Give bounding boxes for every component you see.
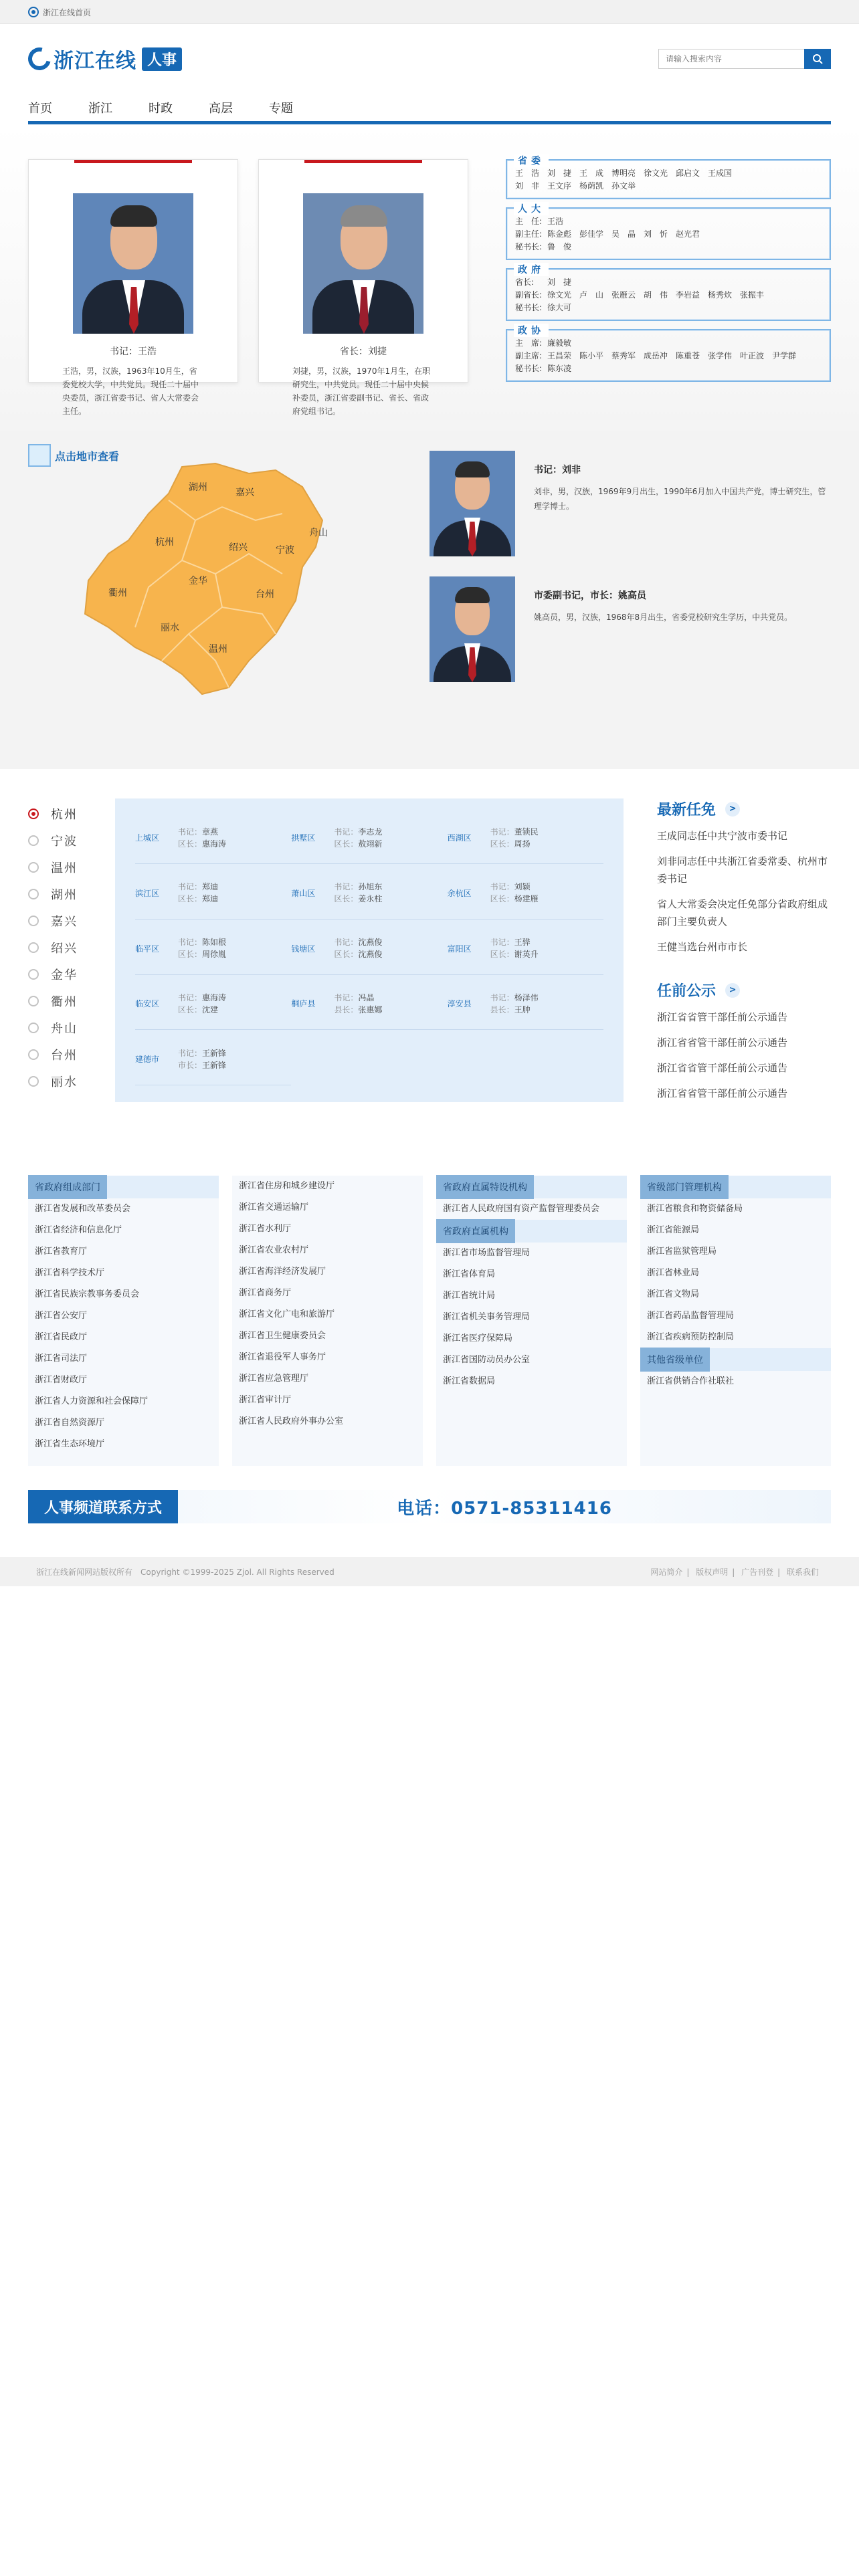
- contact-label: 人事频道联系方式: [28, 1490, 178, 1523]
- dept-link[interactable]: 浙江省科学技术厅: [35, 1268, 105, 1278]
- roster-government: 政府 省长: 刘 捷 副省长: 徐文光 卢 山 张雁云 胡 伟 李岩益 杨秀炊 张振丰 秘书长: 徐大可: [506, 268, 831, 321]
- search-box: [658, 49, 831, 69]
- search-input[interactable]: [658, 49, 804, 69]
- footer: [0, 1557, 859, 1586]
- district-cell[interactable]: [448, 812, 603, 864]
- leader-portrait: [303, 193, 423, 334]
- dept-column-2: [232, 1176, 423, 1466]
- nav-item-leadership[interactable]: 高层: [209, 101, 233, 116]
- district-cell[interactable]: [291, 923, 447, 975]
- site-home-icon[interactable]: [28, 7, 39, 17]
- departments-section: [28, 1176, 831, 1466]
- news-heading-announcements[interactable]: 任前公示 >: [657, 980, 831, 1000]
- district-cell[interactable]: [135, 867, 291, 920]
- dept-link[interactable]: 浙江省人民政府外事办公室: [239, 1416, 344, 1426]
- district-officials: 书记：沈燕俊 区长：沈燕俊: [334, 938, 383, 960]
- roster-party-committee: 省委 王 浩 刘 捷 王 成 博明亮 徐文光 邱启文 王成国 刘 非 王文序 杨荫凯 孙文举: [506, 159, 831, 199]
- dept-link[interactable]: 浙江省药品监督管理局: [647, 1311, 735, 1321]
- nav-item-zhejiang[interactable]: 浙江: [88, 101, 112, 116]
- radio-icon: [28, 835, 39, 846]
- radio-icon: [28, 809, 39, 819]
- contact-phone: 电话：0571-85311416: [397, 1498, 612, 1519]
- official-title: 书记：刘非: [534, 465, 581, 475]
- dept-link[interactable]: 浙江省审计厅: [239, 1395, 292, 1405]
- footer-link[interactable]: 联系我们: [786, 1567, 819, 1577]
- dept-link[interactable]: 浙江省公安厅: [35, 1311, 88, 1321]
- district-cell[interactable]: [291, 978, 447, 1030]
- official-portrait: [430, 576, 515, 682]
- map-city-taizhou[interactable]: 台州: [256, 589, 274, 600]
- search-icon: [812, 53, 823, 64]
- city-map-section: [0, 431, 859, 769]
- radio-icon: [28, 942, 39, 953]
- dept-link[interactable]: 浙江省人民政府国有资产监督管理委员会: [443, 1204, 600, 1214]
- dept-link[interactable]: 浙江省体育局: [443, 1269, 496, 1279]
- news-item[interactable]: 浙江省省管干部任前公示通告: [657, 1087, 788, 1099]
- district-cell[interactable]: [135, 923, 291, 975]
- leadership-roster: [506, 156, 831, 383]
- leader-bio: 刘捷，男，汉族，1970年1月生，在职研究生，中共党员。现任二十届中央候补委员，浙江省委副书记、省长、省政府党组书记。: [292, 366, 431, 416]
- channel-logo[interactable]: [28, 44, 182, 74]
- dept-link[interactable]: 浙江省林业局: [647, 1268, 700, 1278]
- district-name[interactable]: 拱墅区: [291, 833, 316, 843]
- official-bio: 姚高员，男，汉族，1968年8月出生，省委党校研究生学历，中共党员。: [534, 613, 793, 622]
- city-option-lishui[interactable]: 丽水: [28, 1073, 115, 1090]
- dept-link[interactable]: 浙江省海洋经济发展厅: [239, 1267, 326, 1277]
- dept-link[interactable]: 浙江省监狱管理局: [647, 1247, 717, 1257]
- map-city-ningbo[interactable]: 宁波: [276, 545, 294, 556]
- dept-link[interactable]: 浙江省医疗保障局: [443, 1333, 513, 1344]
- city-official-card[interactable]: [430, 451, 831, 556]
- news-item[interactable]: 王成同志任中共宁波市委书记: [657, 830, 788, 842]
- dept-link[interactable]: 浙江省水利厅: [239, 1224, 292, 1234]
- city-option-taizhou[interactable]: 台州: [28, 1046, 115, 1063]
- dept-heading: 省政府直属机构: [436, 1219, 515, 1243]
- map-city-lishui[interactable]: 丽水: [161, 623, 179, 633]
- city-option-huzhou[interactable]: 湖州: [28, 885, 115, 903]
- dept-link[interactable]: 浙江省生态环境厅: [35, 1439, 105, 1449]
- map-city-hangzhou[interactable]: 杭州: [155, 537, 174, 548]
- district-name[interactable]: 上城区: [135, 833, 160, 843]
- header: [28, 24, 831, 94]
- city-option-shaoxing[interactable]: 绍兴: [28, 939, 115, 956]
- district-officials: 书记：刘颖 区长：杨建雁: [490, 882, 539, 904]
- city-selector: [28, 798, 115, 1102]
- dept-link[interactable]: 浙江省人力资源和社会保障厅: [35, 1396, 149, 1406]
- news-item[interactable]: 浙江省省管干部任前公示通告: [657, 1062, 788, 1074]
- footer-copyright: 浙江在线新闻网站版权所有 Copyright ©1999-2025 Zjol. All Rights Reserved: [36, 1567, 335, 1577]
- district-cell[interactable]: [448, 923, 603, 975]
- district-cell[interactable]: [291, 812, 447, 864]
- radio-icon: [28, 916, 39, 926]
- leader-title: 书记：王浩: [110, 346, 157, 357]
- dept-link[interactable]: 浙江省农业农村厅: [239, 1245, 309, 1255]
- district-name[interactable]: 余杭区: [447, 888, 472, 898]
- dept-link[interactable]: 浙江省自然资源厅: [35, 1418, 105, 1428]
- district-name[interactable]: 临安区: [135, 999, 160, 1009]
- city-option-quzhou[interactable]: 衢州: [28, 992, 115, 1010]
- zhejiang-map[interactable]: [82, 460, 363, 714]
- chevron-right-icon: >: [725, 802, 740, 817]
- dept-link[interactable]: 浙江省市场监督管理局: [443, 1248, 531, 1258]
- official-bio: 刘非，男，汉族，1969年9月出生，1990年6月加入中国共产党，博士研究生，管理学博士。: [534, 487, 826, 511]
- provincial-leaders-section: [0, 124, 859, 431]
- map-city-jinhua[interactable]: 金华: [189, 576, 207, 586]
- city-option-zhoushan[interactable]: 舟山: [28, 1019, 115, 1037]
- appointment-news: [624, 798, 831, 1102]
- district-officials: 书记：孙旭东 区长：姜永柱: [334, 882, 383, 904]
- map-city-jiaxing[interactable]: 嘉兴: [235, 488, 254, 498]
- district-name[interactable]: 淳安县: [447, 999, 472, 1009]
- dept-link[interactable]: 浙江省疾病预防控制局: [647, 1332, 735, 1342]
- dept-link[interactable]: 浙江省民族宗教事务委员会: [35, 1289, 140, 1299]
- logo-tag: 人事: [142, 47, 182, 71]
- dept-link[interactable]: 浙江省民政厅: [35, 1332, 88, 1342]
- district-name[interactable]: 建德市: [135, 1055, 160, 1065]
- city-official-card[interactable]: [430, 576, 831, 682]
- dept-link[interactable]: 浙江省退役军人事务厅: [239, 1352, 326, 1362]
- district-officials: 书记：王新锋 市长：王新锋: [178, 1048, 227, 1070]
- district-grid: [115, 798, 624, 1102]
- dept-column-4: [640, 1176, 831, 1466]
- leader-portrait: [73, 193, 193, 334]
- logo-ring-icon: [24, 43, 55, 74]
- leader-card-secretary[interactable]: [28, 159, 238, 416]
- district-officials: 书记：冯晶 县长：张惠娜: [334, 992, 383, 1014]
- dept-link[interactable]: 浙江省卫生健康委员会: [239, 1331, 326, 1341]
- footer-link[interactable]: 版权声明: [696, 1567, 729, 1577]
- district-officials: 书记：陈如根 区长：周徐胤: [178, 938, 227, 960]
- radio-icon: [28, 1076, 39, 1087]
- contact-bar: [28, 1490, 831, 1523]
- city-district-section: [28, 798, 831, 1102]
- radio-icon: [28, 1023, 39, 1033]
- city-option-wenzhou[interactable]: 温州: [28, 859, 115, 876]
- dept-link[interactable]: 浙江省机关事务管理局: [443, 1312, 531, 1322]
- leader-card-governor[interactable]: [258, 159, 468, 416]
- news-item[interactable]: 浙江省省管干部任前公示通告: [657, 1037, 788, 1049]
- dept-link[interactable]: 浙江省商务厅: [239, 1288, 292, 1298]
- dept-link[interactable]: 浙江省供销合作社联社: [647, 1376, 735, 1386]
- dept-column-1: [28, 1176, 219, 1466]
- district-name[interactable]: 萧山区: [291, 888, 316, 898]
- district-name[interactable]: 钱塘区: [291, 944, 316, 954]
- search-button[interactable]: [804, 49, 831, 69]
- official-portrait: [430, 451, 515, 556]
- main-nav: [28, 94, 831, 124]
- dept-link[interactable]: 浙江省国防动员办公室: [443, 1355, 531, 1365]
- map-area: [28, 444, 363, 714]
- dept-link[interactable]: 浙江省财政厅: [35, 1375, 88, 1385]
- radio-icon: [28, 1049, 39, 1060]
- city-option-ningbo[interactable]: 宁波: [28, 832, 115, 849]
- footer-links: 网站简介 | 版权声明 | 广告刊登 | 联系我们: [650, 1567, 819, 1577]
- district-name[interactable]: 临平区: [135, 944, 160, 954]
- district-name[interactable]: 富阳区: [447, 944, 472, 954]
- official-title: 市委副书记，市长：姚高员: [534, 591, 646, 601]
- district-name[interactable]: 西湖区: [447, 833, 472, 843]
- news-item[interactable]: 刘非同志任中共浙江省委常委、杭州市委书记: [657, 855, 828, 885]
- top-bar: [0, 0, 859, 24]
- nav-item-home[interactable]: 首页: [28, 101, 52, 116]
- district-officials: 书记：李志龙 区长：敖翊新: [334, 827, 383, 849]
- dept-link[interactable]: 浙江省发展和改革委员会: [35, 1204, 131, 1214]
- news-item[interactable]: 浙江省省管干部任前公示通告: [657, 1011, 788, 1023]
- dept-link[interactable]: 浙江省数据局: [443, 1376, 496, 1386]
- city-option-jinhua[interactable]: 金华: [28, 966, 115, 983]
- map-city-shaoxing[interactable]: 绍兴: [229, 542, 248, 553]
- dept-heading: 省政府直属特设机构: [436, 1175, 534, 1199]
- leader-title: 省长：刘捷: [340, 346, 387, 357]
- footer-link[interactable]: 广告刊登: [741, 1567, 774, 1577]
- district-cell[interactable]: [135, 1033, 291, 1085]
- leader-bio: 王浩，男，汉族，1963年10月生，省委党校大学，中共党员。现任二十届中央委员，浙江省委书记、省人大常委会主任。: [62, 366, 199, 416]
- dept-heading: 省政府组成部门: [28, 1175, 107, 1199]
- dept-link[interactable]: 浙江省住房和城乡建设厅: [239, 1181, 335, 1191]
- dept-heading: 省级部门管理机构: [640, 1175, 729, 1199]
- district-cell[interactable]: [135, 978, 291, 1030]
- news-item[interactable]: 省人大常委会决定任免部分省政府组成部门主要负责人: [657, 898, 828, 928]
- dept-link[interactable]: 浙江省能源局: [647, 1225, 700, 1235]
- map-city-wenzhou[interactable]: 温州: [209, 644, 227, 655]
- radio-icon: [28, 996, 39, 1006]
- district-officials: 书记：惠海涛 区长：沈建: [178, 992, 227, 1014]
- dept-link[interactable]: 浙江省交通运输厅: [239, 1202, 309, 1212]
- footer-link[interactable]: 网站简介: [650, 1567, 683, 1577]
- dept-link[interactable]: 浙江省粮食和物资储备局: [647, 1204, 743, 1214]
- dept-link[interactable]: 浙江省教育厅: [35, 1247, 88, 1257]
- radio-icon: [28, 862, 39, 873]
- roster-cppcc: 政协 主 席: 廉毅敏 副主席: 王昌荣 陈小平 蔡秀军 成岳冲 陈重苍 张学伟 叶正波 尹学群 秘书长: 陈东凌: [506, 329, 831, 382]
- map-city-huzhou[interactable]: 湖州: [189, 482, 207, 493]
- district-cell[interactable]: [448, 867, 603, 920]
- district-officials: 书记：章燕 区长：惠海涛: [178, 827, 227, 849]
- district-officials: 书记：董锁民 区长：周扬: [490, 827, 539, 849]
- dept-heading: 其他省级单位: [640, 1348, 710, 1372]
- radio-icon: [28, 889, 39, 899]
- dept-link[interactable]: 浙江省统计局: [443, 1291, 496, 1301]
- district-officials: 书记：王骅 区长：谢英升: [490, 938, 539, 960]
- news-item[interactable]: 王健当选台州市市长: [657, 941, 748, 953]
- dept-link[interactable]: 浙江省文物局: [647, 1289, 700, 1299]
- nav-item-topics[interactable]: 专题: [269, 101, 293, 116]
- map-city-quzhou[interactable]: 衢州: [108, 588, 127, 599]
- dept-link[interactable]: 浙江省文化广电和旅游厅: [239, 1309, 335, 1319]
- district-cell[interactable]: [135, 812, 291, 864]
- map-city-zhoushan[interactable]: 舟山: [309, 528, 328, 538]
- city-officials: [363, 444, 831, 714]
- map-button-icon: [28, 444, 51, 467]
- dept-column-3: [436, 1176, 627, 1466]
- logo-name: 浙江在线: [54, 49, 136, 73]
- district-cell[interactable]: [291, 867, 447, 920]
- dept-link[interactable]: 浙江省司法厅: [35, 1354, 88, 1364]
- city-option-hangzhou[interactable]: 杭州: [28, 805, 115, 823]
- dept-link[interactable]: 浙江省应急管理厅: [239, 1374, 309, 1384]
- district-cell[interactable]: [448, 978, 603, 1030]
- site-home-link[interactable]: 浙江在线首页: [43, 7, 92, 17]
- chevron-right-icon: >: [725, 983, 740, 998]
- district-name[interactable]: 滨江区: [135, 888, 160, 898]
- roster-npc: 人大 主 任: 王浩 副主任: 陈金彪 彭佳学 吴 晶 刘 忻 赵光君 秘书长: 鲁 俊: [506, 207, 831, 260]
- district-officials: 书记：郑迪 区长：郑迪: [178, 882, 219, 904]
- dept-link[interactable]: 浙江省经济和信息化厅: [35, 1225, 122, 1235]
- district-name[interactable]: 桐庐县: [291, 999, 316, 1009]
- map-view-button[interactable]: 点击地市查看: [28, 444, 363, 467]
- district-officials: 书记：杨泽伟 县长：王肿: [490, 992, 539, 1014]
- news-heading-appointments[interactable]: 最新任免 >: [657, 798, 831, 819]
- nav-item-politics[interactable]: 时政: [149, 101, 173, 116]
- city-option-jiaxing[interactable]: 嘉兴: [28, 912, 115, 930]
- radio-icon: [28, 969, 39, 980]
